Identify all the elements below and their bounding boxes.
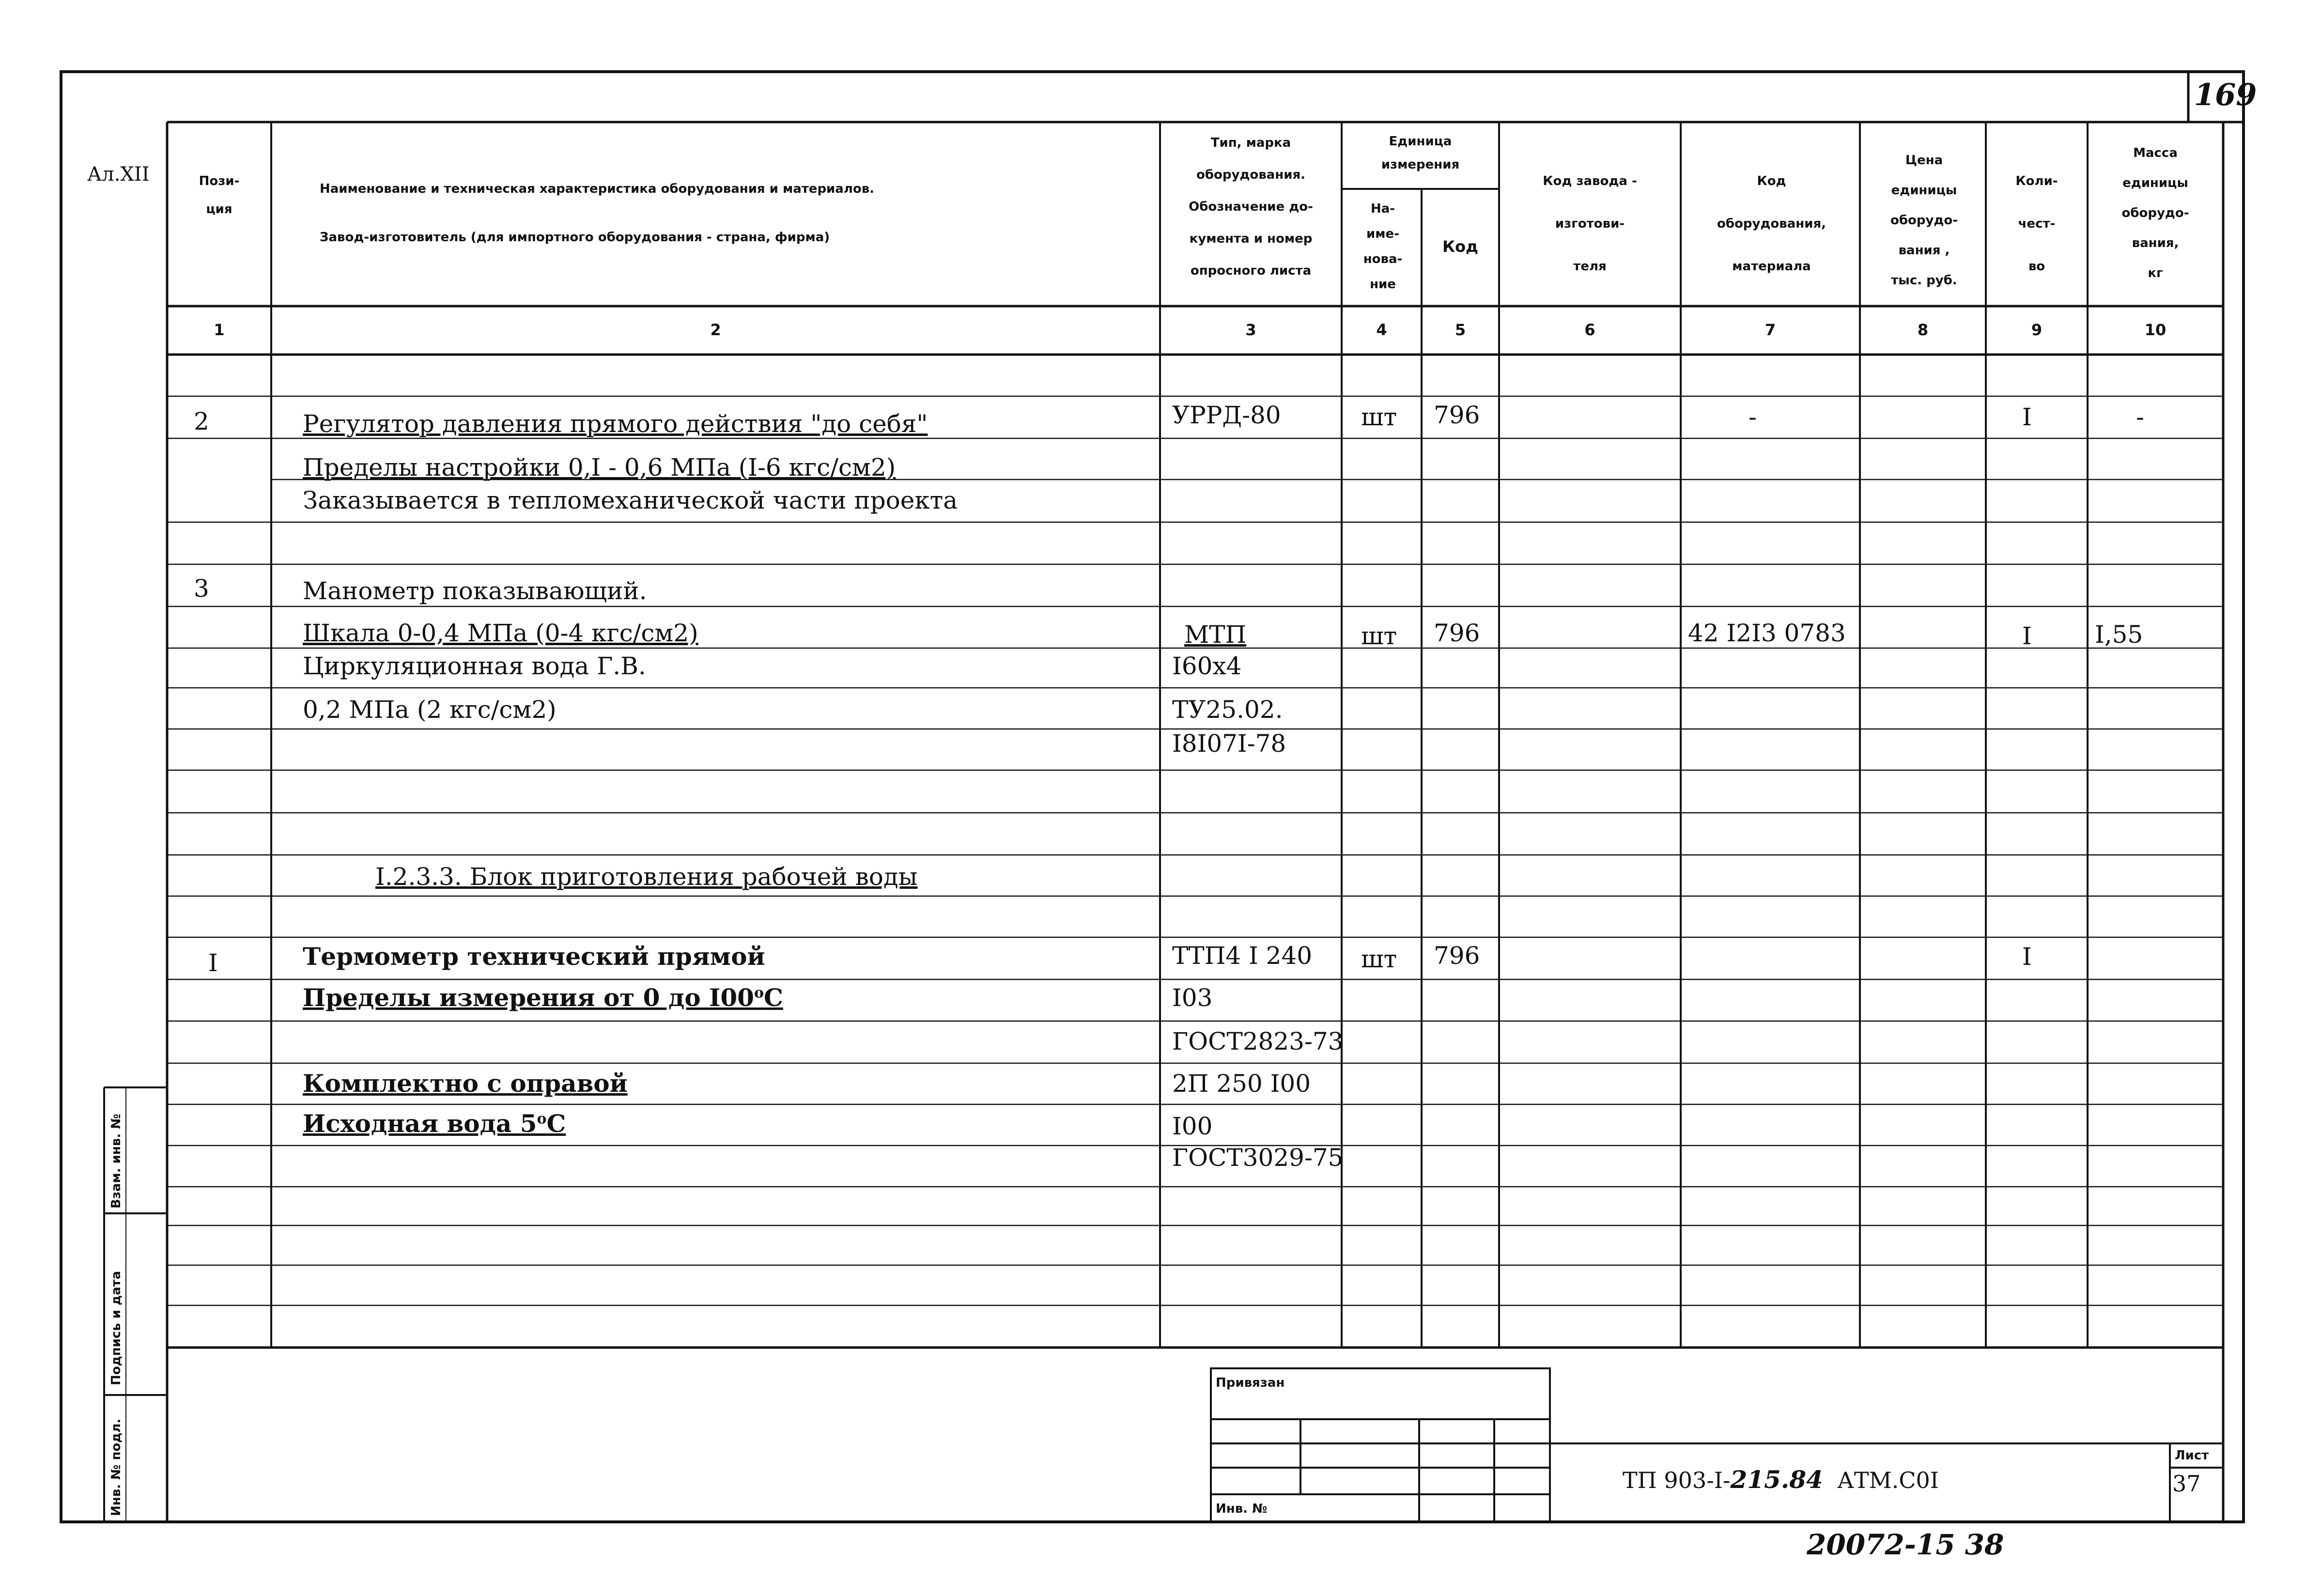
row-name: Регулятор давления прямого действия "до себя" (303, 410, 928, 438)
row-quantity: I (2022, 622, 2032, 650)
stamp-sheet-label: Лист (2175, 1448, 2209, 1463)
row-unit: шт (1361, 945, 1397, 973)
row-unit: шт (1361, 403, 1397, 431)
row-name: Пределы настройки 0,I - 0,6 МПа (I-6 кгс/см2) (303, 453, 896, 481)
row-equipment-code: - (1749, 403, 1757, 431)
side-signature-date: Подпись и дата (109, 1271, 124, 1385)
header-col8: Цена единицы оборудо- вания , тыс. руб. (1890, 153, 1958, 288)
header-col6: Код завода - изготови- теля (1543, 174, 1637, 274)
row-type: ГОСТ3029-75 (1172, 1144, 1344, 1172)
col-number: 1 (214, 321, 225, 339)
col-number: 6 (1584, 321, 1595, 339)
row-unit: шт (1361, 622, 1397, 650)
row-name: Комплектно с оправой (303, 1069, 628, 1098)
col-number: 8 (1917, 321, 1929, 339)
row-type: I8I07I-78 (1172, 729, 1286, 758)
row-quantity: I (2022, 943, 2032, 971)
col-number: 5 (1455, 321, 1466, 339)
header-col7: Код оборудования, материала (1717, 174, 1826, 274)
header-col2: Наименование и техническая характеристика оборудования и материалов. Завод-изготовитель (для импортного оборудования - страна, фирма) (320, 182, 875, 245)
col-number: 3 (1245, 321, 1256, 339)
section-heading: I.2.3.3. Блок приготовления рабочей воды (375, 863, 918, 891)
row-quantity: I (2022, 403, 2032, 431)
row-name: Исходная вода 5$^o$C (303, 1109, 566, 1138)
row-mass: - (2136, 403, 2144, 431)
row-type: 2П 250 I00 (1172, 1069, 1311, 1098)
album-label: Ал.XII (87, 163, 150, 186)
side-vzam-inv: Взам. инв. № (109, 1114, 124, 1209)
row-equipment-code: 42 I2I3 0783 (1688, 619, 1846, 647)
header-col4: На- име- нова- ние (1363, 201, 1403, 292)
row-position: I (208, 949, 218, 977)
row-unit-code: 796 (1434, 942, 1480, 970)
row-position: 3 (194, 574, 209, 603)
row-type: I60x4 (1172, 652, 1242, 680)
corner-sheet-number: 169 (2194, 77, 2257, 112)
archive-code: 20072-15 38 (1807, 1528, 2004, 1561)
row-mass: I,55 (2095, 620, 2143, 649)
row-type: I00 (1172, 1112, 1213, 1140)
row-unit-code: 796 (1434, 619, 1480, 647)
row-unit-code: 796 (1434, 401, 1480, 429)
row-name: Циркуляционная вода Г.В. (303, 652, 646, 680)
row-name: 0,2 МПа (2 кгс/см2) (303, 696, 557, 724)
row-type: ТТП4 I 240 (1172, 942, 1313, 970)
row-position: 2 (194, 407, 209, 435)
row-type: МТП (1184, 620, 1247, 649)
document-code: ТП 903-I-215.84 АТМ.С0I (1623, 1465, 1939, 1494)
col-number: 10 (2144, 321, 2167, 339)
header-unit: Единица измерения (1381, 134, 1460, 172)
stamp-privyazan: Привязан (1216, 1376, 1285, 1390)
row-type: I03 (1172, 984, 1213, 1012)
row-name: Манометр показывающий. (303, 577, 647, 605)
stamp-inv-no: Инв. № (1216, 1502, 1268, 1516)
row-type: УРРД-80 (1172, 401, 1281, 429)
header-col3: Тип, марка оборудования. Обозначение до- кумента и номер опросного листа (1189, 136, 1313, 278)
header-col5: Код (1442, 237, 1478, 256)
header-col1: Пози- ция (199, 174, 240, 217)
header-col9: Коли- чест- во (2015, 174, 2058, 274)
row-name: Заказывается в тепломеханической части проекта (303, 486, 958, 514)
col-number: 2 (710, 321, 721, 339)
side-inv-podl: Инв. № подл. (109, 1418, 124, 1516)
row-name: Шкала 0-0,4 МПа (0-4 кгс/см2) (303, 619, 698, 647)
stamp-sheet-number: 37 (2172, 1471, 2201, 1497)
row-type: ГОСТ2823-73 (1172, 1027, 1344, 1055)
header-col10: Масса единицы оборудо- вания, кг (2121, 146, 2189, 280)
row-name: Термометр технический прямой (303, 942, 765, 971)
col-number: 9 (2031, 321, 2043, 339)
col-number: 7 (1764, 321, 1776, 339)
row-name: Пределы измерения от 0 до I00$^o$C (303, 983, 783, 1012)
col-number: 4 (1376, 321, 1387, 339)
row-type: ТУ25.02. (1172, 696, 1283, 724)
